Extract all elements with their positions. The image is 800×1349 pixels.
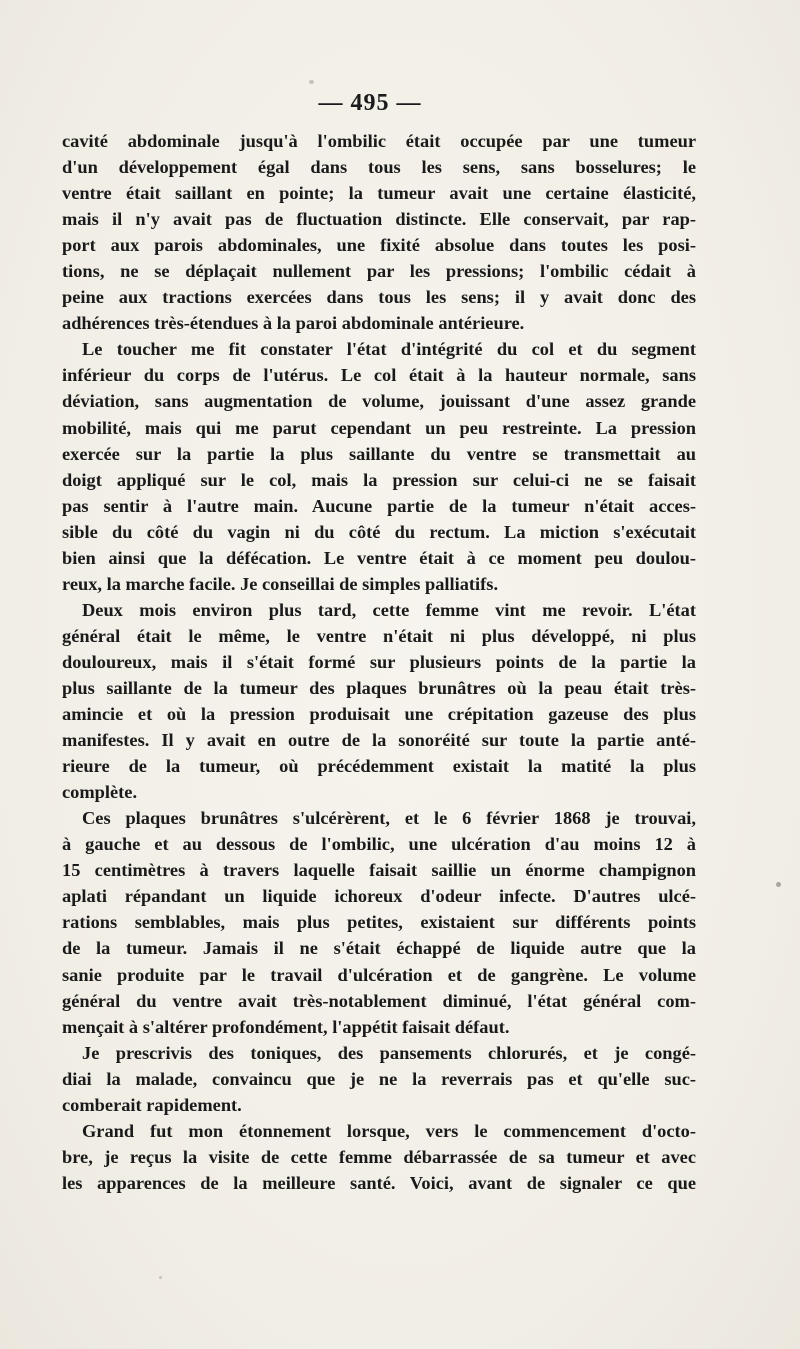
text-line: mobilité, mais qui me parut cependant un peu restreinte. La pression: [62, 417, 696, 438]
text-line: à gauche et au dessous de l'ombilic, une ulcération d'au moins 12 à: [62, 834, 696, 855]
text-line: Grand fut mon étonnement lorsque, vers le commencement d'octo-: [82, 1120, 696, 1141]
text-line: pas sentir à l'autre main. Aucune partie de la tumeur n'était acces-: [62, 495, 696, 516]
text-line: rations semblables, mais plus petites, existaient sur différents points: [62, 912, 696, 933]
text-line: Ces plaques brunâtres s'ulcérèrent, et le 6 février 1868 je trouvai,: [82, 808, 696, 829]
print-speck: [309, 80, 314, 84]
text-line: doigt appliqué sur le col, mais la pression sur celui-ci ne se faisait: [62, 469, 696, 490]
print-speck: [159, 1276, 162, 1279]
text-line: Je prescrivis des toniques, des pansements chlorurés, et je congé-: [82, 1042, 696, 1063]
text-line: Le toucher me fit constater l'état d'intégrité du col et du segment: [82, 339, 696, 360]
text-line: port aux parois abdominales, une fixité absolue dans toutes les posi-: [62, 235, 696, 256]
text-line: amincie et où la pression produisait une crépitation gazeuse des plus: [62, 704, 696, 725]
text-line: Deux mois environ plus tard, cette femme vint me revoir. L'état: [82, 599, 696, 620]
text-line: plus saillante de la tumeur des plaques brunâtres où la peau était très-: [62, 677, 696, 698]
print-speck: [776, 882, 781, 887]
text-line: inférieur du corps de l'utérus. Le col était à la hauteur normale, sans: [62, 365, 696, 386]
text-line: tions, ne se déplaçait nullement par les pressions; l'ombilic cédait à: [62, 261, 696, 282]
text-line: cavité abdominale jusqu'à l'ombilic était occupée par une tumeur: [62, 131, 696, 151]
text-line: adhérences très-étendues à la paroi abdominale antérieure.: [62, 313, 525, 334]
text-line: d'un développement égal dans tous les sens, sans bosselures; le: [62, 157, 696, 178]
text-line: bre, je reçus la visite de cette femme débarrassée de sa tumeur et avec: [62, 1146, 696, 1167]
text-line: général du ventre avait très-notablement diminué, l'état général com-: [62, 990, 696, 1011]
text-line: 15 centimètres à travers laquelle faisait saillie un énorme champignon: [62, 860, 696, 881]
text-line: de la tumeur. Jamais il ne s'était échappé de liquide autre que la: [62, 938, 696, 959]
text-line: exercée sur la partie la plus saillante du ventre se transmettait au: [62, 443, 696, 464]
text-line: sanie produite par le travail d'ulcération et de gangrène. Le volume: [62, 964, 696, 985]
text-line: reux, la marche facile. Je conseillai de simples palliatifs.: [62, 573, 499, 594]
text-line: général était le même, le ventre n'était ni plus développé, ni plus: [62, 625, 696, 646]
text-line: mençait à s'altérer profondément, l'appétit faisait défaut.: [62, 1016, 510, 1037]
text-line: sible du côté du vagin ni du côté du rectum. La miction s'exécutait: [62, 521, 696, 542]
text-line: diai la malade, convaincu que je ne la reverrais pas et qu'elle suc-: [62, 1068, 696, 1089]
text-line: peine aux tractions exercées dans tous les sens; il y avait donc des: [62, 287, 696, 308]
text-line: les apparences de la meilleure santé. Voici, avant de signaler ce que: [62, 1172, 696, 1193]
body-text: [62, 128, 696, 1196]
text-line: déviation, sans augmentation de volume, jouissant d'une assez grande: [62, 391, 696, 412]
text-line: douloureux, mais il s'était formé sur plusieurs points de la partie la: [62, 651, 696, 672]
text-line: mais il n'y avait pas de fluctuation distincte. Elle conservait, par rap-: [62, 209, 696, 230]
text-line: bien ainsi que la défécation. Le ventre était à ce moment peu doulou-: [62, 547, 696, 568]
text-line: aplati répandant un liquide ichoreux d'odeur infecte. D'autres ulcé-: [62, 886, 696, 907]
page-number: — 495 —: [318, 90, 422, 116]
text-line: complète.: [62, 782, 138, 803]
text-line: comberait rapidement.: [62, 1094, 242, 1115]
text-line: manifestes. Il y avait en outre de la sonoréité sur toute la partie anté-: [62, 730, 696, 751]
text-line: ventre était saillant en pointe; la tumeur avait une certaine élasticité,: [62, 183, 696, 204]
text-line: rieure de la tumeur, où précédemment existait la matité la plus: [62, 756, 696, 777]
